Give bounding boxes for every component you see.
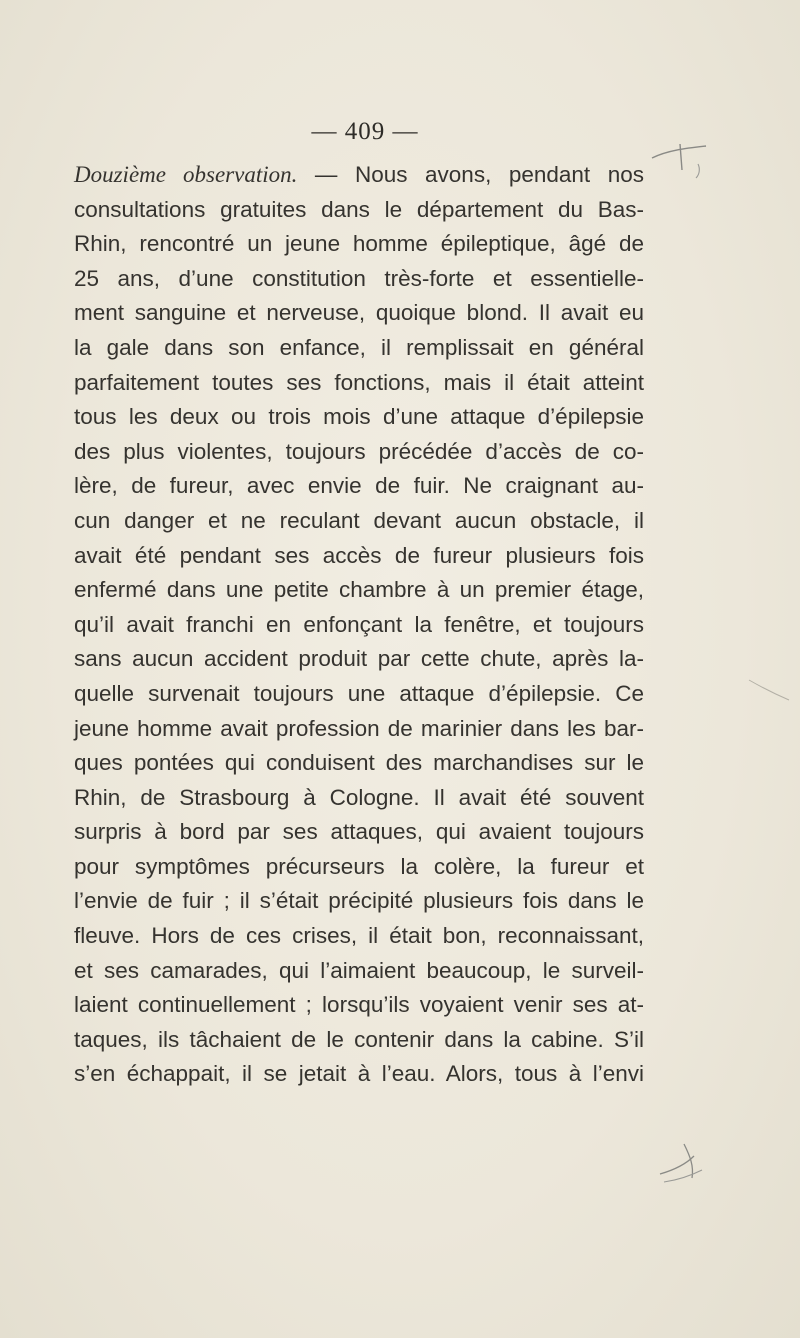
text-line: ques pontées qui conduisent des marchandises sur le xyxy=(74,750,644,776)
text-line: 25 ans, d’une constitution très-forte et essentielle- xyxy=(74,265,644,291)
first-line-rest: — Nous avons, pendant nos xyxy=(314,162,644,187)
text-line: jeune homme avait profession de marinier dans les bar- xyxy=(74,715,644,741)
page-number: — 409 — xyxy=(311,118,419,145)
text-line: lère, de fureur, avec envie de fuir. Ne craignant au- xyxy=(74,473,644,499)
text-line: tous les deux ou trois mois d’une attaque d’épilepsie xyxy=(74,404,644,430)
text-line: quelle survenait toujours une attaque d’épilepsie. Ce xyxy=(74,680,644,706)
margin-fold-mark xyxy=(745,660,795,720)
text-line: Rhin, de Strasbourg à Cologne. Il avait été souvent xyxy=(74,784,644,810)
text-line: laient continuellement ; lorsqu’ils voyaient venir ses at- xyxy=(74,992,644,1018)
text-line: consultations gratuites dans le département du Bas- xyxy=(74,196,644,222)
text-line: sans aucun accident produit par cette chute, après la- xyxy=(74,646,644,672)
text-line: pour symptômes précurseurs la colère, la fureur et xyxy=(74,853,644,879)
text-line: avait été pendant ses accès de fureur plusieurs fois xyxy=(74,542,644,568)
text-line: cun danger et ne reculant devant aucun obstacle, il xyxy=(74,507,644,533)
text-line: taques, ils tâchaient de le contenir dans la cabine. S’il xyxy=(74,1026,644,1052)
text-line-last: s’en échappait, il se jetait à l’eau. Alors, tous à l’envi xyxy=(74,1061,644,1087)
text-line: parfaitement toutes ses fonctions, mais il était atteint xyxy=(74,369,644,395)
text-line: fleuve. Hors de ces crises, il était bon, reconnaissant, xyxy=(74,923,644,949)
text-line: enfermé dans une petite chambre à un premier étage, xyxy=(74,577,644,603)
text-line: Rhin, rencontré un jeune homme épileptique, âgé de xyxy=(74,231,644,257)
text-line: qu’il avait franchi en enfonçant la fenêtre, et toujours xyxy=(74,611,644,637)
text-line: la gale dans son enfance, il remplissait en général xyxy=(74,334,644,360)
text-line-first xyxy=(74,158,644,193)
body-text xyxy=(74,158,644,1092)
observation-title: Douzième observation. xyxy=(74,162,298,187)
text-line: des plus violentes, toujours précédée d’accès de co- xyxy=(74,438,644,464)
text-line: et ses camarades, qui l’aimaient beaucoup, le surveil- xyxy=(74,957,644,983)
text-line: surpris à bord par ses attaques, qui avaient toujours xyxy=(74,819,644,845)
text-line: l’envie de fuir ; il s’était précipité plusieurs fois dans le xyxy=(74,888,644,914)
pencil-scribble-mark xyxy=(650,1130,720,1190)
text-line: ment sanguine et nerveuse, quoique blond. Il avait eu xyxy=(74,300,644,326)
